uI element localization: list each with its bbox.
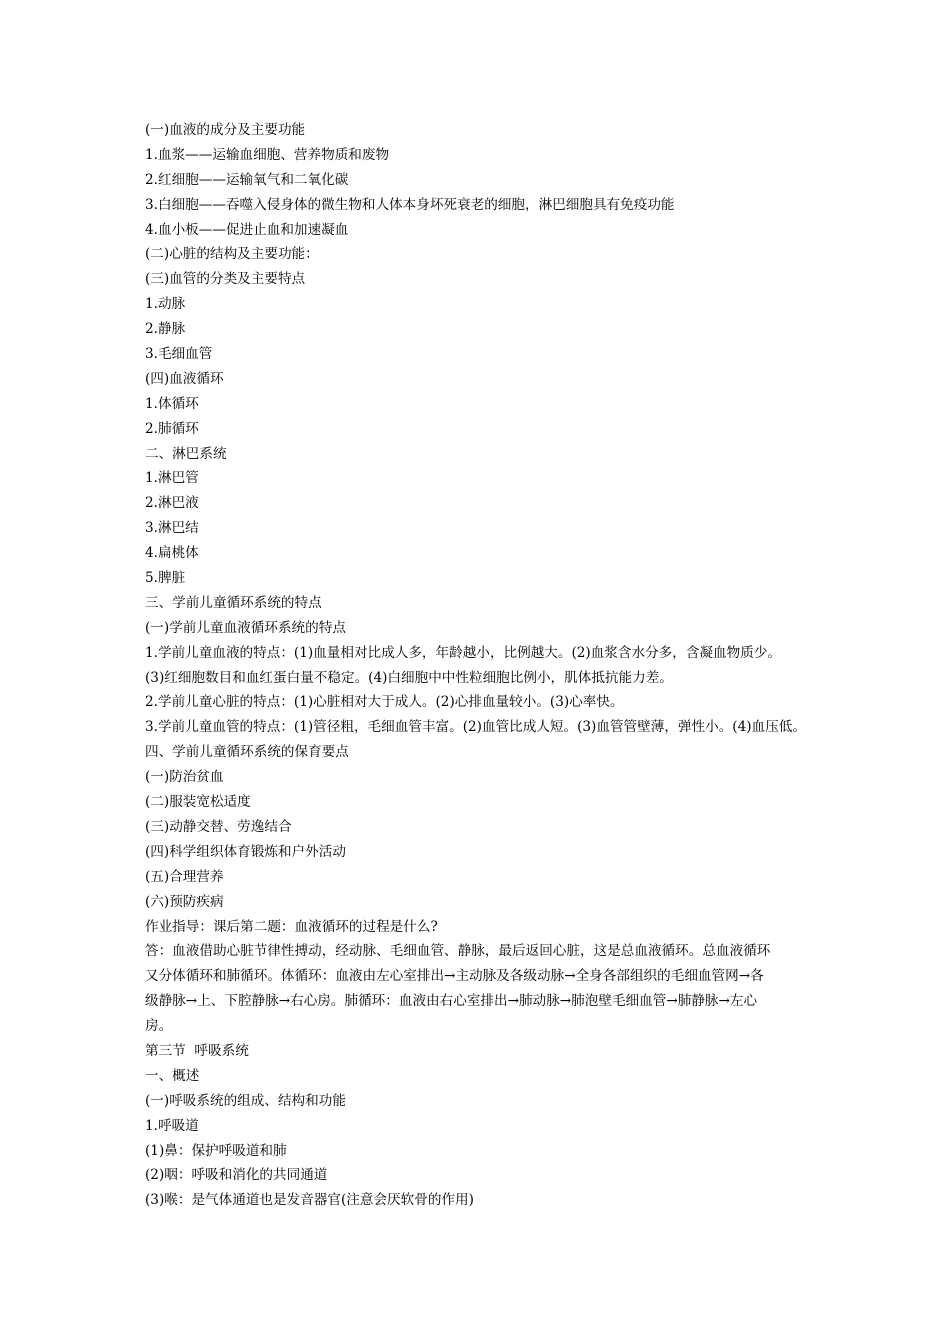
answer-line-2: 又分体循环和肺循环。体循环：血液由左心室排出→主动脉及各级动脉→全身各部组织的毛细血管网→各 [145,968,764,985]
list-item-prevention: (六)预防疾病 [145,893,224,910]
heading-child-blood-system: (一)学前儿童血液循环系统的特点 [145,619,346,636]
list-item-larynx: (3)喉：是气体通道也是发音器官(注意会厌软骨的作用) [145,1192,474,1209]
text-child-heart: 2.学前儿童心脏的特点：(1)心脏相对大于成人。(2)心排血量较小。(3)心率快。 [145,694,624,711]
heading-care-points: 四、学前儿童循环系统的保育要点 [145,744,349,761]
list-item-clothing: (二)服装宽松适度 [145,794,251,811]
heading-child-circulation: 三、学前儿童循环系统的特点 [145,594,322,611]
list-item-rest: (三)动静交替、劳逸结合 [145,818,292,835]
heading-respiratory: (一)呼吸系统的组成、结构和功能 [145,1092,346,1109]
list-item-artery: 1.动脉 [145,296,186,313]
list-item-airway: 1.呼吸道 [145,1117,199,1134]
heading-vessels: (三)血管的分类及主要特点 [145,271,306,288]
list-item-platelets: 4.血小板——促进止血和加速凝血 [145,221,349,238]
text-child-vessels: 3.学前儿童血管的特点：(1)管径粗，毛细血管丰富。(2)血管比成人短。(3)血管管壁薄，弹性小。(4)血压低。 [145,719,806,736]
document-page [145,118,813,1213]
list-item-exercise: (四)科学组织体育锻炼和户外活动 [145,843,346,860]
list-item-capillary: 3.毛细血管 [145,346,213,363]
list-item-red-cells: 2.红细胞——运输氧气和二氧化碳 [145,171,349,188]
list-item-white-cells: 3.白细胞——吞噬入侵身体的微生物和人体本身坏死衰老的细胞，淋巴细胞具有免疫功能 [145,196,675,213]
answer-line-1: 答：血液借助心脏节律性搏动，经动脉、毛细血管、静脉，最后返回心脏，这是总血液循环。总血液循环 [145,943,771,960]
list-item-pulmonary: 2.肺循环 [145,420,199,437]
list-item-lymph-vessel: 1.淋巴管 [145,470,199,487]
list-item-tonsil: 4.扁桃体 [145,545,199,562]
list-item-nutrition: (五)合理营养 [145,868,224,885]
heading-section-3: 第三节 呼吸系统 [145,1042,249,1059]
heading-blood-components: (一)血液的成分及主要功能 [145,122,306,138]
list-item-lymph-node: 3.淋巴结 [145,520,199,537]
list-item-nose: (1)鼻：保护呼吸道和肺 [145,1142,287,1159]
list-item-vein: 2.静脉 [145,321,186,338]
text-child-blood-2: (3)红细胞数目和血红蛋白量不稳定。(4)白细胞中中性粒细胞比例小，肌体抵抗能力差。 [145,669,673,686]
list-item-spleen: 5.脾脏 [145,570,186,587]
answer-line-4: 房。 [145,1018,173,1035]
list-item-systemic: 1.体循环 [145,395,199,412]
list-item-pharynx: (2)咽：呼吸和消化的共同通道 [145,1167,328,1184]
heading-circulation: (四)血液循环 [145,370,224,387]
heading-overview: 一、概述 [145,1067,200,1084]
text-child-blood-1: 1.学前儿童血液的特点：(1)血量相对比成人多，年龄越小，比例越大。(2)血浆含水分多，含凝血物质少。 [145,644,782,661]
answer-line-3: 级静脉→上、下腔静脉→右心房。肺循环：血液由右心室排出→肺动脉→肺泡壁毛细血管→肺静脉→左心 [145,993,758,1010]
homework-question: 作业指导：课后第二题：血液循环的过程是什么? [145,918,438,935]
list-item-plasma: 1.血浆——运输血细胞、营养物质和废物 [145,146,390,163]
list-item-anemia: (一)防治贫血 [145,769,224,786]
heading-lymph: 二、淋巴系统 [145,445,227,462]
list-item-lymph-fluid: 2.淋巴液 [145,495,199,512]
heading-heart: (二)心脏的结构及主要功能： [145,246,319,263]
